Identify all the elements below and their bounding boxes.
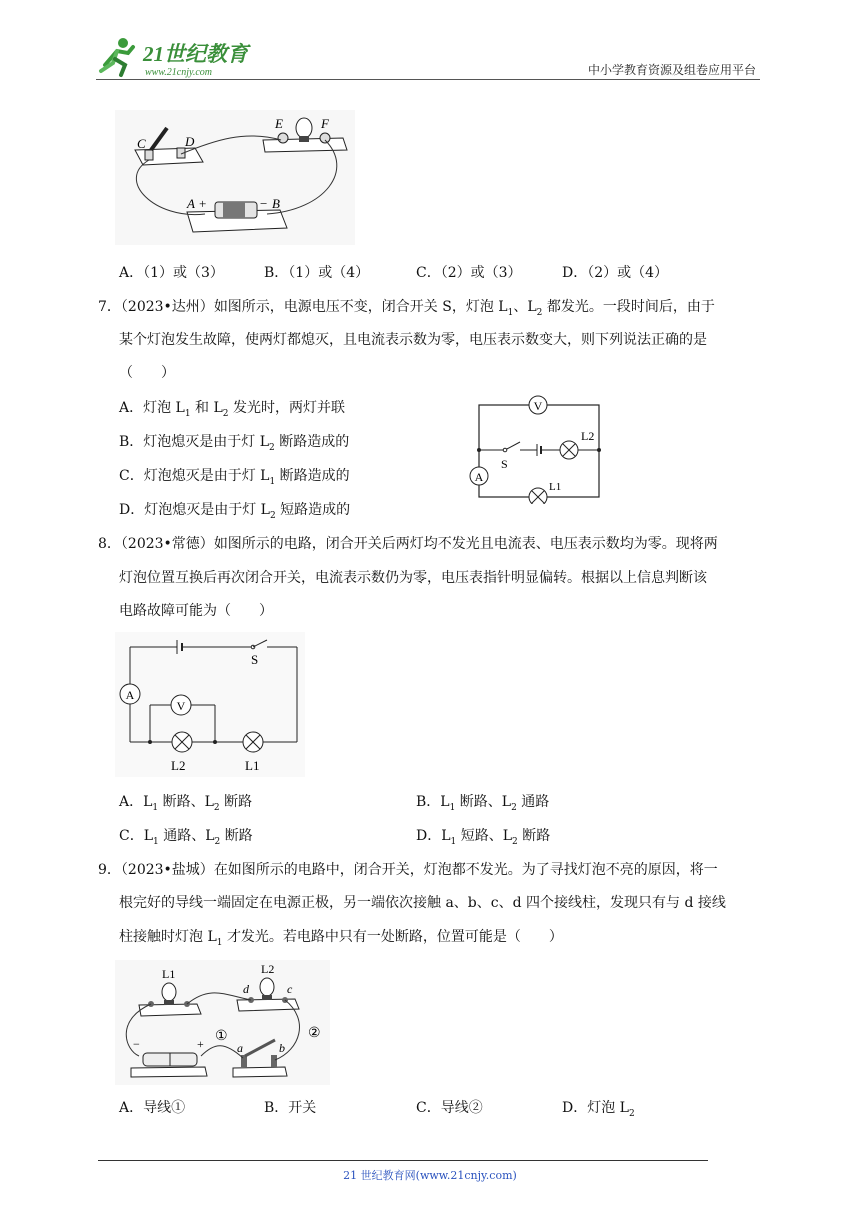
- svg-text:b: b: [279, 1041, 285, 1055]
- q7-option-a[interactable]: A．灯泡 $L_1$ 和 $L_2$ 发光时，两灯并联: [119, 400, 345, 419]
- q9-option-d[interactable]: D．灯泡 $L_2$: [562, 1100, 635, 1119]
- svg-text:+: +: [199, 196, 207, 211]
- svg-text:C: C: [137, 136, 146, 151]
- svg-text:L2: L2: [581, 429, 595, 443]
- q8-stem-line3: 电路故障可能为（ ）: [119, 603, 273, 619]
- q7-option-b[interactable]: B．灯泡熄灭是由于灯 $L_2$ 断路造成的: [119, 434, 350, 453]
- q7-stem-line2: 某个灯泡发生故障，使两灯都熄灭，且电流表示数为零，电压表示数变大，则下列说法正确的是: [119, 332, 707, 348]
- svg-text:a: a: [237, 1041, 243, 1055]
- q8-option-a[interactable]: A．$L_1$ 断路、$L_2$ 断路: [119, 794, 253, 813]
- q8-stem-line2: 灯泡位置互换后再次闭合开关，电流表示数仍为零，电压表指针明显偏转。根据以上信息判断该: [119, 570, 707, 586]
- q8-option-d[interactable]: D．$L_1$ 短路、$L_2$ 断路: [416, 828, 551, 847]
- site-logo: [95, 35, 270, 80]
- svg-text:L2: L2: [171, 758, 186, 773]
- svg-text:V: V: [533, 399, 543, 413]
- svg-text:L2: L2: [261, 962, 275, 976]
- svg-text:L1: L1: [549, 481, 562, 493]
- svg-text:A: A: [125, 688, 135, 702]
- q9-option-b[interactable]: B．开关: [264, 1100, 317, 1116]
- q9-stem-line2: 根完好的导线一端固定在电源正极，另一端依次接触 a、b、c、d 四个接线柱，发现只有与 d 接线: [119, 895, 726, 911]
- svg-text:E: E: [275, 116, 283, 131]
- q6-option-d[interactable]: D．（2）或（4）: [562, 265, 669, 281]
- svg-text:S: S: [251, 652, 259, 667]
- svg-text:①: ①: [215, 1029, 228, 1044]
- svg-text:A: A: [187, 196, 195, 211]
- svg-text:V: V: [176, 699, 186, 713]
- q7-option-c[interactable]: C．灯泡熄灭是由于灯 $L_1$ 断路造成的: [119, 468, 350, 487]
- svg-text:−: −: [133, 1037, 140, 1051]
- svg-text:L1: L1: [245, 758, 260, 773]
- svg-text:F: F: [321, 116, 329, 131]
- svg-text:S: S: [501, 457, 508, 471]
- svg-text:B: B: [272, 196, 280, 211]
- q9-option-c[interactable]: C．导线②: [416, 1100, 483, 1116]
- q8-stem-line1: 8．（2023•常德）如图所示的电路，闭合开关后两灯均不发光且电流表、电压表示数均为零。现将两: [98, 536, 718, 552]
- q6-circuit-figure: [115, 110, 355, 249]
- q7-blank: （ ）: [119, 365, 175, 381]
- svg-text:−: −: [260, 196, 268, 211]
- q8-circuit-figure: [115, 632, 305, 781]
- q9-option-a[interactable]: A．导线①: [119, 1100, 186, 1116]
- svg-text:A: A: [474, 470, 484, 484]
- svg-text:L1: L1: [162, 967, 176, 981]
- runner-logo-icon: [101, 38, 133, 75]
- footer-divider: [98, 1160, 708, 1161]
- platform-title: 中小学教育资源及组卷应用平台: [587, 63, 756, 77]
- logo-url-text: www.21cnjy.com: [145, 67, 213, 78]
- q8-option-c[interactable]: C．$L_1$ 通路、$L_2$ 断路: [119, 828, 253, 847]
- footer-text[interactable]: 21 世纪教育网(www.21cnjy.com): [343, 1169, 517, 1182]
- q7-option-d[interactable]: D．灯泡熄灭是由于灯 $L_2$ 短路造成的: [119, 502, 351, 521]
- q8-option-b[interactable]: B．$L_1$ 断路、$L_2$ 通路: [416, 794, 550, 813]
- svg-text:+: +: [197, 1037, 204, 1051]
- svg-text:d: d: [243, 982, 249, 996]
- q6-option-b[interactable]: B．（1）或（4）: [264, 265, 370, 281]
- svg-text:c: c: [287, 982, 293, 996]
- q9-stem-line1: 9．（2023•盐城）在如图所示的电路中，闭合开关，灯泡都不发光。为了寻找灯泡不亮的原因，将一: [98, 862, 718, 878]
- q9-stem-line3: 柱接触时灯泡 $L_1$ 才发光。若电路中只有一处断路，位置可能是（ ）: [119, 929, 563, 948]
- svg-text:②: ②: [308, 1026, 321, 1041]
- header-divider: [96, 79, 760, 80]
- q6-option-c[interactable]: C．（2）或（3）: [416, 265, 522, 281]
- q6-option-a[interactable]: A．（1）或（3）: [119, 265, 224, 281]
- q9-circuit-figure: [115, 960, 330, 1089]
- q7-stem-line1: 7．（2023•达州）如图所示，电源电压不变，闭合开关 S，灯泡 $L_1$、$L_2$ 都发光。一段时间后，由于: [98, 299, 715, 318]
- logo-main-text: 21世纪教育: [143, 42, 248, 66]
- q7-circuit-figure: [465, 392, 610, 508]
- svg-text:D: D: [185, 134, 195, 149]
